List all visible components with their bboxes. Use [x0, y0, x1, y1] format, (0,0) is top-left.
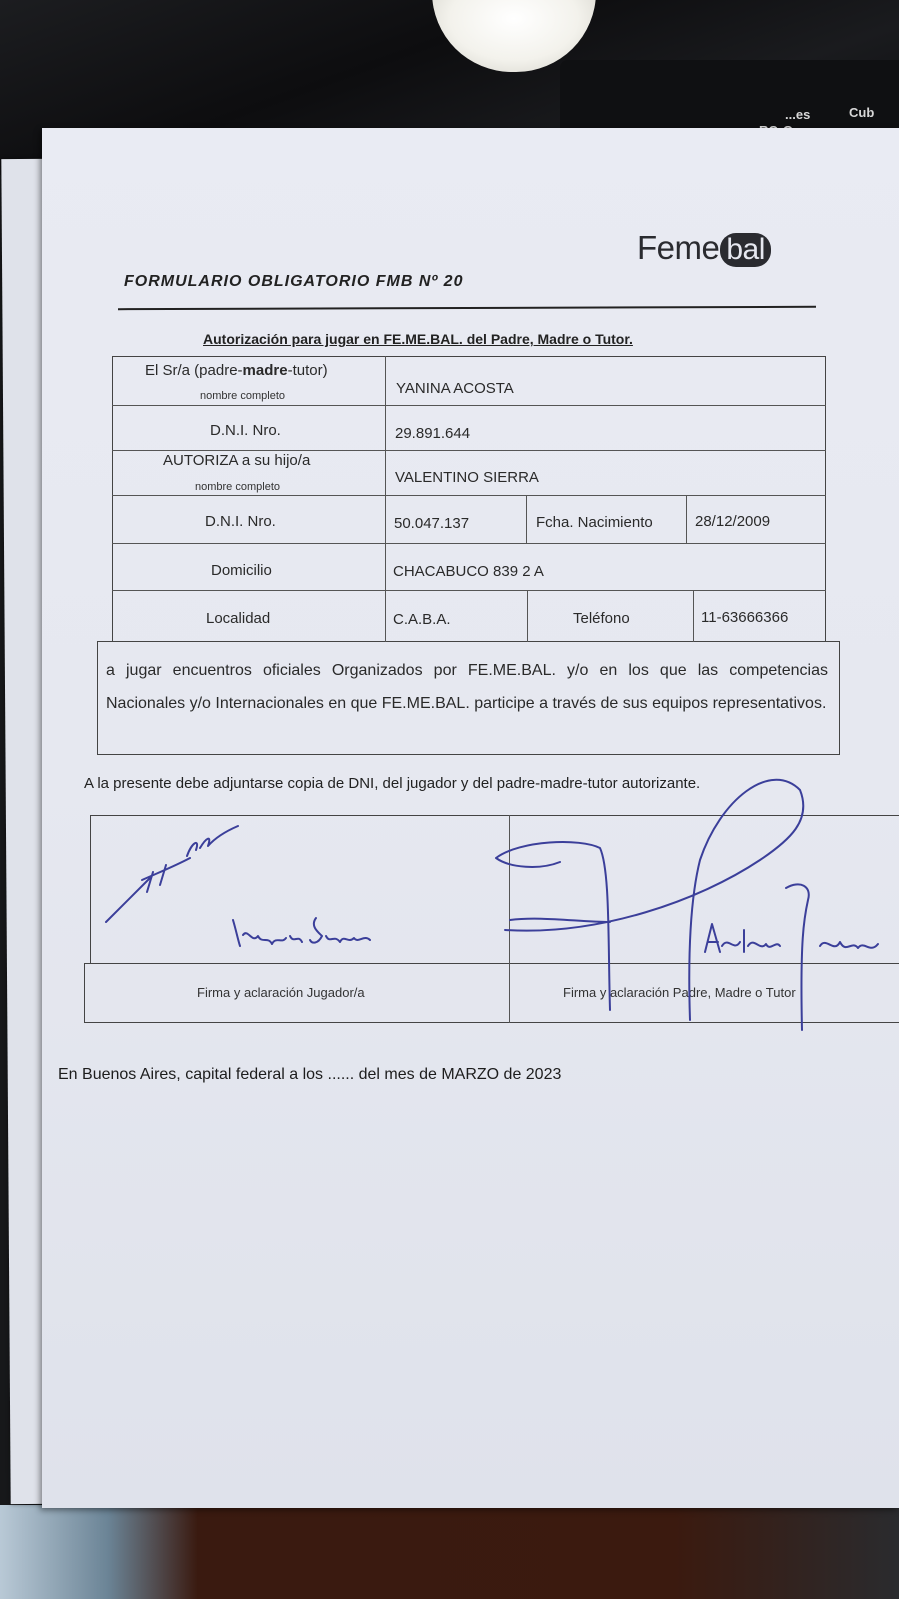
label-part-bold: madre — [242, 362, 288, 379]
logo-pill-text: bal — [720, 233, 771, 267]
device-text: Cub — [849, 105, 875, 120]
address-label: Domicilio — [211, 562, 272, 579]
birthdate-label: Fcha. Nacimiento — [536, 514, 653, 531]
child-name-value: VALENTINO SIERRA — [395, 469, 539, 486]
parent-name-value: YANINA ACOSTA — [396, 380, 514, 397]
birthdate-value: 28/12/2009 — [695, 513, 771, 530]
phone-label: Teléfono — [573, 610, 630, 627]
phone-value: 11-63666366 — [701, 609, 789, 626]
label-part: -tutor) — [287, 362, 328, 379]
parent-dni-value: 29.891.644 — [395, 425, 471, 442]
attachment-note: A la presente debe adjuntarse copia de DNI, del jugador y del padre-madre-tutor autorizante. — [84, 775, 701, 792]
place-date-line: En Buenos Aires, capital federal a los ...... del mes de MARZO de 2023 — [58, 1066, 562, 1083]
child-dni-value: 50.047.137 — [394, 515, 470, 532]
parent-name-scribble — [705, 884, 878, 1030]
form-title: FORMULARIO OBLIGATORIO FMB Nº 20 — [124, 273, 464, 290]
parent-dni-label: D.N.I. Nro. — [210, 422, 281, 439]
child-name-label: AUTORIZA a su hijo/a — [163, 452, 311, 469]
locality-value: C.A.B.A. — [393, 611, 451, 628]
label-part: El Sr/a (padre- — [145, 362, 243, 379]
player-name-scribble — [233, 918, 370, 946]
logo-text: Feme — [637, 229, 720, 266]
child-dni-label: D.N.I. Nro. — [205, 513, 276, 530]
parent-signature-stroke — [496, 780, 803, 1020]
device-text: ...es — [785, 107, 811, 122]
locality-label: Localidad — [206, 610, 271, 627]
parent-name-sublabel: nombre completo — [200, 390, 285, 402]
child-name-sublabel: nombre completo — [195, 481, 280, 493]
parent-signature-label: Firma y aclaración Padre, Madre o Tutor — [563, 985, 796, 1000]
player-signature-scribble — [106, 826, 238, 922]
authorization-paragraph: a jugar encuentros oficiales Organizados por FE.ME.BAL. y/o en los que las competencias Nacionales y/o Internacionales en que FE.ME.BAL. participe a través de sus equipos representativos. — [106, 662, 828, 712]
player-signature-label: Firma y aclaración Jugador/a — [197, 985, 365, 1000]
form-subtitle: Autorización para jugar en FE.ME.BAL. del Padre, Madre o Tutor. — [203, 331, 633, 347]
address-value: CHACABUCO 839 2 A — [393, 563, 544, 580]
